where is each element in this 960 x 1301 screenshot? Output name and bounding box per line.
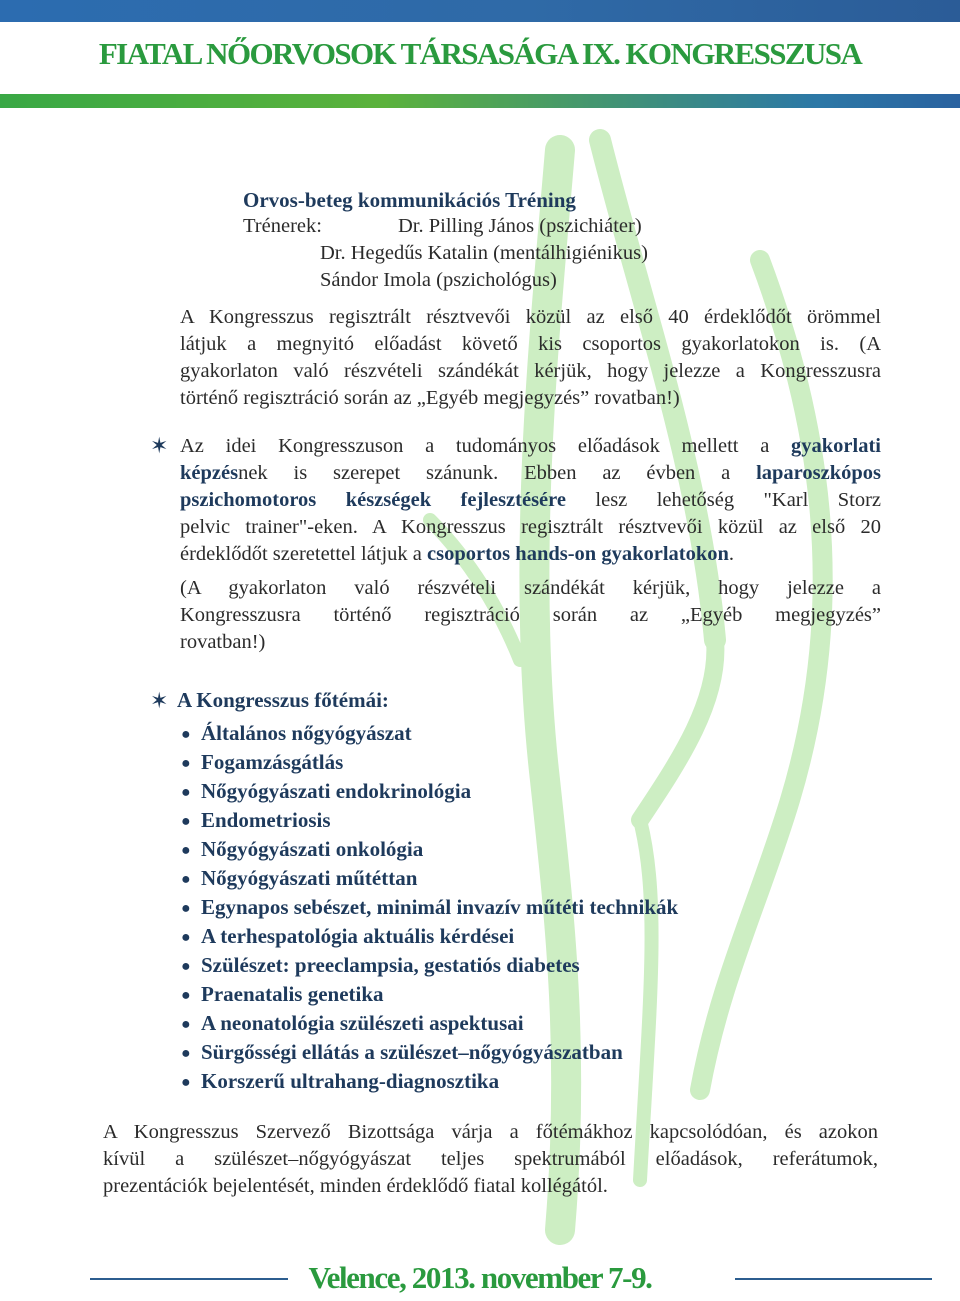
practical-paragraph [180,433,881,568]
topic-label: Általános nőgyógyászat [201,721,412,745]
bullet-dot-icon: ● [181,1045,191,1062]
practical-note [180,575,881,656]
bullet-dot-icon: ● [181,871,191,888]
paragraph-line [180,460,881,487]
emphasis-text: csoportos hands-on gyakorlatokon [427,543,729,565]
list-item [181,777,678,806]
paragraph-line: Kongresszusra történő regisztráció során az „Egyéb megjegyzés” [180,604,881,626]
topic-label: Egynapos sebészet, minimál invazív műtéti technikák [201,895,679,919]
paragraph-line [180,541,881,568]
paragraph-line: kívül a szülészet–nőgyógyászat teljes spektrumából előadások, referátumok, [103,1148,878,1170]
list-item [181,806,678,835]
trainer-name: Dr. Pilling János (pszichiáter) [398,215,642,237]
bullet-dot-icon: ● [181,842,191,859]
paragraph-line: prezentációk bejelentését, minden érdeklődő fiatal kollégától. [103,1175,608,1197]
topics-list [181,719,678,1096]
topics-heading: A Kongresszus főtémái: [177,688,389,712]
header-title: FIATAL NŐORVOSOK TÁRSASÁGA IX. KONGRESSZUSA [98,36,862,71]
training-paragraph [180,304,881,412]
paragraph-line: rovatban!) [180,631,266,653]
topic-label: Praenatalis genetika [201,982,384,1006]
list-item [181,922,678,951]
list-item [181,893,678,922]
topic-label: Endometriosis [201,808,331,832]
trainers-label: Trénerek: [243,215,322,237]
star-bullet-icon: ✶ [150,433,169,458]
text-run: érdeklődőt szeretettel látjuk a [180,543,428,565]
paragraph-line: A Kongresszus regisztrált résztvevői közül az első 40 érdeklődőt örömmel [180,306,881,328]
bullet-dot-icon: ● [181,987,191,1004]
topic-label: Szülészet: preeclampsia, gestatiós diabetes [201,953,580,977]
paragraph-line [180,487,881,514]
paragraph-line: történő regisztráció során az „Egyéb megjegyzés” rovatban!) [180,387,680,409]
list-item [181,719,678,748]
bullet-dot-icon: ● [181,1074,191,1091]
list-item [181,951,678,980]
emphasis-text: gyakorlati [791,435,881,457]
text-run: nek is szerepet szánunk. Ebben az évben a [238,462,757,484]
list-item [181,1038,678,1067]
star-bullet-icon: ✶ [150,688,169,713]
topic-label: Korszerű ultrahang-diagnosztika [201,1069,500,1093]
closing-paragraph [103,1119,878,1200]
paragraph-line: pelvic trainer"-eken. A Kongresszus regisztrált résztvevői közül az első 20 [180,516,881,538]
list-item [181,980,678,1009]
paragraph-line [180,433,881,460]
bullet-dot-icon: ● [181,784,191,801]
topic-label: Fogamzásgátlás [201,750,344,774]
bullet-dot-icon: ● [181,755,191,772]
footer-event-date: Velence, 2013. november 7-9. [308,1260,652,1295]
paragraph-line: A Kongresszus Szervező Bizottsága várja a főtémákhoz kapcsolódóan, és azokon [103,1121,878,1143]
footer-divider-right [735,1278,932,1280]
topic-label: A neonatológia szülészeti aspektusai [201,1011,524,1035]
topic-label: A terhespatológia aktuális kérdései [201,924,515,948]
emphasis-text: pszichomotoros készségek fejlesztésére [180,489,566,511]
trainer-name: Dr. Hegedűs Katalin (mentálhigiénikus) [320,242,648,264]
emphasis-text: laparoszkópos [756,462,881,484]
paragraph-line: (A gyakorlaton való részvételi szándékát kérjük, hogy jelezze a [180,577,881,599]
bullet-dot-icon: ● [181,1016,191,1033]
bullet-dot-icon: ● [181,726,191,743]
training-title: Orvos-beteg kommunikációs Tréning [243,188,576,212]
list-item [181,1067,678,1096]
bullet-dot-icon: ● [181,813,191,830]
topic-label: Nőgyógyászati műtéttan [201,866,418,890]
list-item [181,1009,678,1038]
list-item [181,835,678,864]
text-run: Az idei Kongresszuson a tudományos előadások mellett a [180,435,792,457]
text-run: . [728,543,735,565]
bullet-dot-icon: ● [181,900,191,917]
paragraph-line: gyakorlaton való részvételi szándékát kérjük, hogy jelezze a Kongresszusra [180,360,881,382]
bullet-dot-icon: ● [181,958,191,975]
topic-label: Nőgyógyászati endokrinológia [201,779,472,803]
trainer-name: Sándor Imola (pszichológus) [320,269,557,291]
list-item [181,748,678,777]
paragraph-line: látjuk a megnyitó előadást követő kis csoportos gyakorlatokon is. (A [180,333,881,355]
text-run: lesz lehetőség "Karl Storz [565,489,882,511]
topic-label: Nőgyógyászati onkológia [201,837,424,861]
list-item [181,864,678,893]
topic-label: Sürgősségi ellátás a szülészet–nőgyógyászatban [201,1040,623,1064]
bullet-dot-icon: ● [181,929,191,946]
emphasis-text: képzés [180,462,239,484]
